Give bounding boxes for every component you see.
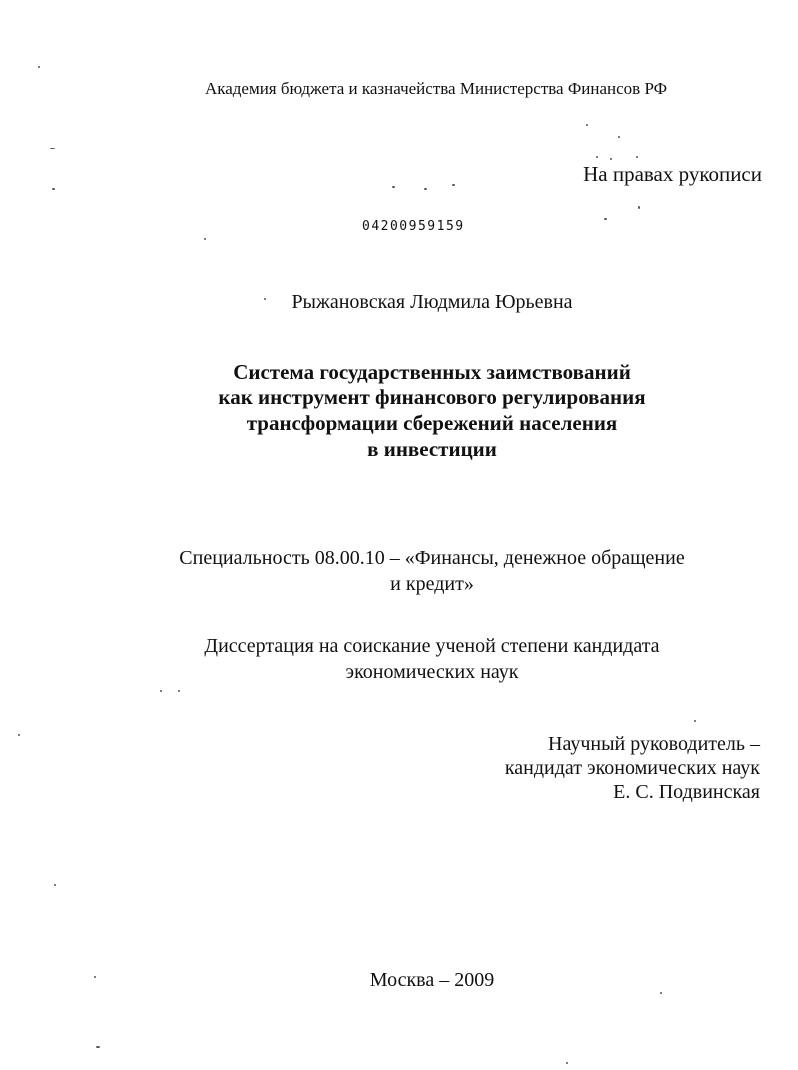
degree-line-1: Диссертация на соискание ученой степени кандидата	[204, 635, 660, 657]
scan-speck	[50, 148, 55, 149]
supervisor-degree: кандидат экономических наук	[504, 757, 760, 779]
supervisor-name: Е. С. Подвинская	[613, 781, 760, 803]
manuscript-rights-note: На правах рукописи	[583, 162, 762, 186]
scan-speck	[54, 884, 56, 886]
scan-speck	[392, 186, 395, 188]
scan-speck	[18, 734, 20, 736]
supervisor-role: Научный руководитель –	[548, 733, 760, 755]
scan-speck	[178, 690, 180, 692]
scan-speck	[638, 206, 640, 209]
institution-name: Академия бюджета и казначейства Министерства Финансов РФ	[204, 79, 668, 98]
dissertation-title-line-1: Система государственных заимствований	[233, 360, 631, 384]
dissertation-title-line-2: как инструмент финансового регулирования	[218, 385, 646, 409]
scan-speck	[38, 66, 40, 68]
scan-speck	[204, 238, 206, 240]
specialty-line-2: и кредит»	[390, 573, 474, 595]
scan-speck	[52, 188, 55, 190]
scan-speck	[694, 720, 696, 722]
author-name: Рыжановская Людмила Юрьевна	[291, 291, 573, 313]
scan-speck	[160, 690, 162, 692]
scan-speck	[94, 976, 96, 978]
scan-speck	[566, 1062, 568, 1064]
scan-speck	[596, 156, 598, 158]
dissertation-title-line-3: трансформации сбережений населения	[246, 411, 618, 435]
scan-speck	[96, 1046, 100, 1048]
scan-speck	[264, 298, 266, 300]
degree-line-2: экономических наук	[345, 661, 519, 683]
scan-speck	[618, 136, 620, 138]
scan-speck	[452, 184, 455, 186]
scan-speck	[424, 188, 427, 190]
scan-speck	[660, 992, 662, 994]
scan-speck	[604, 218, 607, 220]
scan-speck	[586, 124, 588, 126]
dissertation-title-line-4: в инвестиции	[367, 437, 497, 461]
registration-code: 04200959159	[362, 219, 465, 234]
city-year: Москва – 2009	[369, 969, 495, 991]
scan-speck	[610, 158, 612, 160]
specialty-line-1: Специальность 08.00.10 – «Финансы, денежное обращение	[179, 547, 685, 569]
scan-speck	[636, 156, 638, 158]
